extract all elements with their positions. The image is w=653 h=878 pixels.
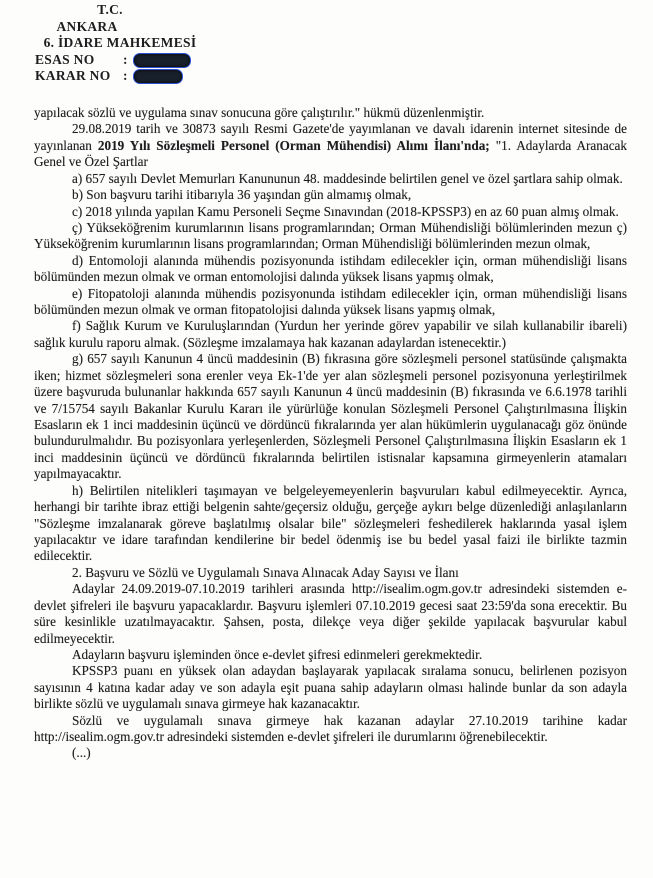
paragraph: [34, 187, 627, 203]
paragraph: [34, 220, 627, 253]
text-run: KPSSP3 puanı en yüksek olan adaydan başlayarak yapılacak sıralama sonucu, belirlenen pozisyon sayısının 4 katına kadar aday ve son adayla eşit puana sahip adayların olması halinde bunlar da son adayla birlikte sözlü ve uygulamalı sınava girmeye hak kazanacaktır.: [34, 663, 627, 712]
paragraph: [34, 171, 627, 187]
karar-no-row: [35, 68, 205, 85]
paragraph: [34, 105, 627, 121]
republic-line: T.C.: [97, 2, 123, 17]
esas-no-colon: :: [123, 51, 128, 67]
esas-no-redaction-box: [133, 53, 191, 68]
text-run: Sözlü ve uygulamalı sınava girmeye hak kazanan adaylar 27.10.2019 tarihine kadar http://isealim.ogm.gov.tr adresindeki sistemden e-devlet şifreleri ile durumlarını öğrenebilecektir.: [34, 712, 627, 745]
text-run: b) Son başvuru tarihi itibarıyla 36 yaşından gün almamış olmak,: [72, 187, 412, 203]
document-body: [34, 105, 627, 762]
text-run: f) Sağlık Kurum ve Kuruluşlarından (Yurdun her yerinde görev yapabilir ve silah kullanabilir ibareli) sağlık kurulu raporu almak. (Sözleşme imzalamaya hak kazanan adaylardan istenecektir.): [34, 318, 627, 350]
paragraph: [34, 647, 627, 663]
text-run: 2. Başvuru ve Sözlü ve Uygulamalı Sınava Alınacak Aday Sayısı ve İlanı: [72, 564, 459, 580]
text-run: c) 2018 yılında yapılan Kamu Personeli Seçme Sınavından (2018-KPSSP3) en az 60 puan almış olmak.: [72, 203, 619, 219]
esas-no-row: [35, 52, 205, 69]
paragraph: [34, 565, 627, 581]
bold-text-run: 2019 Yılı Sözleşmeli Personel (Orman Mühendisi) Alımı İlanı'nda;: [97, 137, 490, 153]
text-run: g) 657 sayılı Kanunun 4 üncü maddesinin (B) fıkrasına göre sözleşmeli personel statüsünde çalışmakta iken; hizmet sözleşmeleri sona erenler veya Ek-1'de yer alan sözleşmeli personel pozisyonuna yerleştirilmek üzere başvuruda bulunanlar hakkında 657 sayılı Kanunun 4 üncü maddesinin (B) fıkrasında ve 6.6.1978 tarihli ve 7/15754 sayılı Bakanlar Kurulu Kararı ile yürürlüğe konulan Sözleşmeli Personel Çalıştırılmasına İlişkin Esasların ek 1 inci maddesinin üçüncü ve dördüncü fıkralarında yer alan hükümlerin uygulanacağı göz önünde bulundurulmalıdır. Bu pozisyonlara yerleşenlerden, Sözleşmeli Personel Çalıştırılmasına İlişkin Esasların ek 1 inci maddesinin üçüncü ve dördüncü fıkralarında belirtilen istisnalar kapsamına girmeyenlerin atamaları yapılmayacaktır.: [34, 351, 627, 482]
text-run: (...): [72, 745, 91, 761]
text-run: a) 657 sayılı Devlet Memurları Kanununun 48. maddesinde belirtilen genel ve özel şartlara sahip olmak.: [72, 170, 623, 186]
court-header: [35, 2, 205, 85]
text-run: d) Entomoloji alanında mühendis pozisyonunda istihdam edilecekler için, orman mühendisliği lisans bölümünden mezun olmak ve orman entomolojisi dalında yüksek lisans yapmış olmak,: [34, 252, 627, 285]
paragraph: [34, 351, 627, 482]
text-run: "1. Adaylarda Aranacak Genel ve Özel Şartlar: [34, 137, 627, 170]
text-run: e) Fitopatoloji alanında mühendis pozisyonunda istihdam edilecekler için, orman mühendisliği lisans bölümünden mezun olmak ve orman fitopatolojisi dalında yüksek lisans yapmış olmak,: [34, 285, 627, 318]
text-run: Adaylar 24.09.2019-07.10.2019 tarihleri arasında http://isealim.ogm.gov.tr adresindeki sistemden e-devlet şifreleri ile başvuru yapacaklardır. Başvuru işlemleri 07.10.2019 gecesi saat 23:59'da sona erecektir. Bu süre kesinlikle uzatılmayacaktır. Şahsen, posta, dilekçe veya diğer şekilde yapılacak başvurular kabul edilmeyecektir.: [34, 581, 627, 646]
text-run: 29.08.2019 tarih ve 30873 sayılı Resmi Gazete'de yayımlanan ve davalı idarenin internet sitesinde de yayınlanan: [34, 121, 627, 153]
paragraph: [34, 204, 627, 220]
text-run: Adayların başvuru işleminden önce e-devlet şifresi edinmeleri gerekmektedir.: [72, 646, 483, 662]
paragraph: [34, 286, 627, 319]
court-name-line: 6. İDARE MAHKEMESİ: [43, 35, 197, 51]
paragraph: [34, 713, 627, 746]
text-run: h) Belirtilen nitelikleri taşımayan ve belgeleyemeyenlerin başvuruları kabul edilmeyecektir. Ayrıca, herhangi bir tarihte ibraz ettiği belgenin sahte/geçersiz olduğu, gerçeğe aykırı belge düzenlediği anlaşılanların "Sözleşme imzalanarak göreve başlatılmış olsalar bile" sözleşmeleri feshedilerek haklarında yasal işlem yapılacaktır ve idare tarafından kendilerine bir bedel ödenmiş ise bu bedel yasal faizi ile birlikte tazmin edilecektir.: [34, 482, 627, 564]
karar-no-colon: :: [123, 68, 128, 84]
paragraph: [34, 253, 627, 286]
paragraph: [34, 745, 627, 761]
karar-no-label: KARAR NO: [35, 68, 111, 84]
esas-no-label: ESAS NO: [35, 51, 95, 67]
paragraph: [34, 483, 627, 565]
paragraph: [34, 318, 627, 351]
paragraph: [34, 663, 627, 712]
paragraph: [34, 121, 627, 170]
text-run: ç) Yükseköğrenim kurumlarının lisans programlarından; Orman Mühendisliği bölümlerinden mezun ç) Yükseköğrenim kurumlarının lisans programlarından; Orman Mühendisliği bölümlerinden mezun olmak,: [34, 219, 627, 252]
text-run: yapılacak sözlü ve uygulama sınav sonucuna göre çalıştırılır." hükmü düzenlenmiştir.: [34, 105, 485, 120]
city-line: ANKARA: [56, 18, 118, 34]
karar-no-redaction-box: [133, 69, 183, 84]
paragraph: [34, 581, 627, 647]
